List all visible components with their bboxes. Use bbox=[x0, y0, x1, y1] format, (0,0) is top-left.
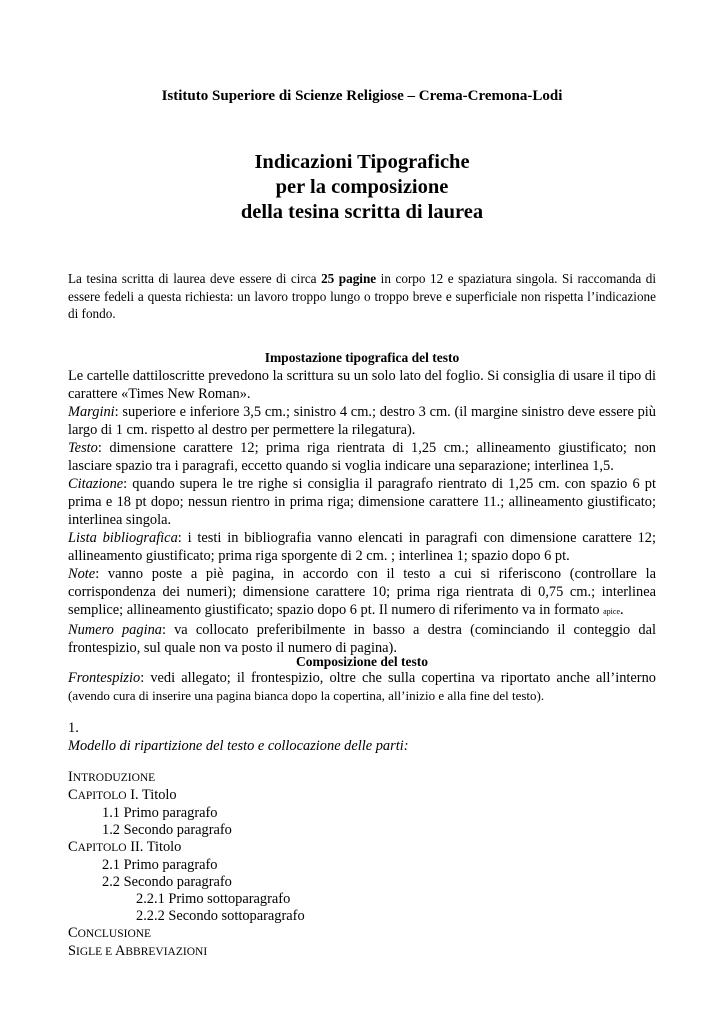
note-apice: apice bbox=[603, 607, 620, 616]
note-text: : vanno poste a piè pagina, in accordo con il testo a cui si riferiscono (controllare la corrispondenza dei numeri); dimensione carattere 10; prima riga rientrata di 0,75 cm.; interlinea semplice; allineamento giustificato; spazio dopo 6 pt. Il numero di riferimento va in formato bbox=[68, 566, 656, 618]
outline-capitolo-1: CAPITOLO I. Titolo bbox=[68, 787, 177, 803]
note-label: Note bbox=[68, 566, 96, 582]
numero-text: : va collocato preferibilmente in basso a destra (cominciando il conteggio dal frontespizio, sul quale non va posto il numero di pagina). bbox=[68, 622, 656, 656]
lista-text: : i testi in bibliografia vanno elencati in paragrafi con dimensione carattere 12; allineamento giustificato; prima riga sporgente di 2 cm. ; interlinea 1; spazio dopo 6 pt. bbox=[68, 530, 656, 564]
model-title bbox=[68, 737, 656, 755]
intro-text-after: in corpo 12 e spaziatura singola. Si raccomanda di essere fedeli a questa richiesta: un lavoro troppo lungo o troppo breve e superficiale non rispetta l’indicazione di fondo. bbox=[68, 271, 656, 321]
outline-paragraph-1-2: 1.2 Secondo paragrafo bbox=[102, 822, 232, 838]
intro-bold: 25 pagine bbox=[321, 271, 377, 286]
institute-header: Istituto Superiore di Scienze Religiose – Crema-Cremona-Lodi bbox=[161, 88, 563, 104]
typography-section-body bbox=[68, 367, 656, 657]
outline-paragraph-1-1: 1.1 Primo paragrafo bbox=[102, 805, 218, 821]
margini-text: : superiore e inferiore 3,5 cm.; sinistro 4 cm.; destro 3 cm. (il margine sinistro deve essere più largo di 1 cm. rispetto al destro per permettere la rilegatura). bbox=[68, 404, 656, 438]
frontespizio-text: : vedi allegato; il frontespizio, oltre che sulla copertina va riportato anche all’interno bbox=[140, 670, 656, 686]
model-number: 1. bbox=[68, 720, 79, 736]
title-line-1: Indicazioni Tipografiche bbox=[254, 151, 470, 173]
outline-list bbox=[68, 769, 656, 961]
outline-paragraph-2-2: 2.2 Secondo paragrafo bbox=[102, 874, 232, 890]
model-block bbox=[68, 719, 656, 755]
lista-paragraph bbox=[68, 529, 656, 565]
testo-label: Testo bbox=[68, 440, 98, 456]
frontespizio-paragraph bbox=[68, 669, 656, 705]
outline-paragraph-2-1: 2.1 Primo paragrafo bbox=[102, 857, 218, 873]
citazione-label: Citazione bbox=[68, 476, 124, 492]
numero-paragraph bbox=[68, 621, 656, 657]
intro-text-before: La tesina scritta di laurea deve essere di circa bbox=[68, 271, 322, 286]
section-heading-composition: Composizione del testo bbox=[296, 654, 428, 669]
title-line-3: della tesina scritta di laurea bbox=[240, 201, 484, 223]
intro-paragraph bbox=[68, 270, 656, 323]
outline-introduzione: INTRODUZIONE bbox=[68, 769, 156, 785]
numero-label: Numero pagina bbox=[68, 622, 162, 638]
margini-label: Margini bbox=[68, 404, 115, 420]
frontespizio-note: (avendo cura di inserire una pagina bianca dopo la copertina, all’inizio e alla fine del testo). bbox=[68, 688, 545, 703]
lista-label: Lista bibliografica bbox=[68, 530, 178, 546]
outline-conclusione: CONCLUSIONE bbox=[68, 925, 152, 941]
note-end: . bbox=[620, 602, 624, 618]
title-line-2: per la composizione bbox=[275, 176, 449, 198]
outline-sigle-abbreviazioni: SIGLE E ABBREVIAZIONI bbox=[68, 943, 208, 959]
typography-intro: Le cartelle dattiloscritte prevedono la scrittura su un solo lato del foglio. Si consiglia di usare il tipo di carattere «Times New Roman». bbox=[68, 368, 656, 402]
outline-subparagraph-2-2-1: 2.2.1 Primo sottoparagrafo bbox=[136, 891, 291, 907]
composition-section-body bbox=[68, 669, 656, 705]
citazione-text: : quando supera le tre righe si consiglia il paragrafo rientrato di 1,25 cm. con spazio 6 pt prima e 18 pt dopo; nessun rientro in prima riga; dimensione carattere 11.; allineamento giustificato; interlinea singola. bbox=[68, 476, 656, 528]
citazione-paragraph bbox=[68, 475, 656, 529]
outline-subparagraph-2-2-2: 2.2.2 Secondo sottoparagrafo bbox=[136, 908, 305, 924]
margini-paragraph bbox=[68, 403, 656, 439]
document-title bbox=[0, 150, 724, 225]
note-paragraph bbox=[68, 565, 656, 621]
testo-text: : dimensione carattere 12; prima riga rientrata di 1,25 cm.; allineamento giustificato; non lasciare spazio tra i paragrafi, eccetto quando si voglia indicare una separazione; interlinea 1,5. bbox=[68, 440, 656, 474]
model-title-text: Modello di ripartizione del testo e collocazione delle parti: bbox=[68, 738, 409, 754]
frontespizio-label: Frontespizio bbox=[68, 670, 141, 686]
outline-capitolo-2: CAPITOLO II. Titolo bbox=[68, 839, 182, 855]
testo-paragraph bbox=[68, 439, 656, 475]
section-heading-typography: Impostazione tipografica del testo bbox=[264, 350, 460, 365]
